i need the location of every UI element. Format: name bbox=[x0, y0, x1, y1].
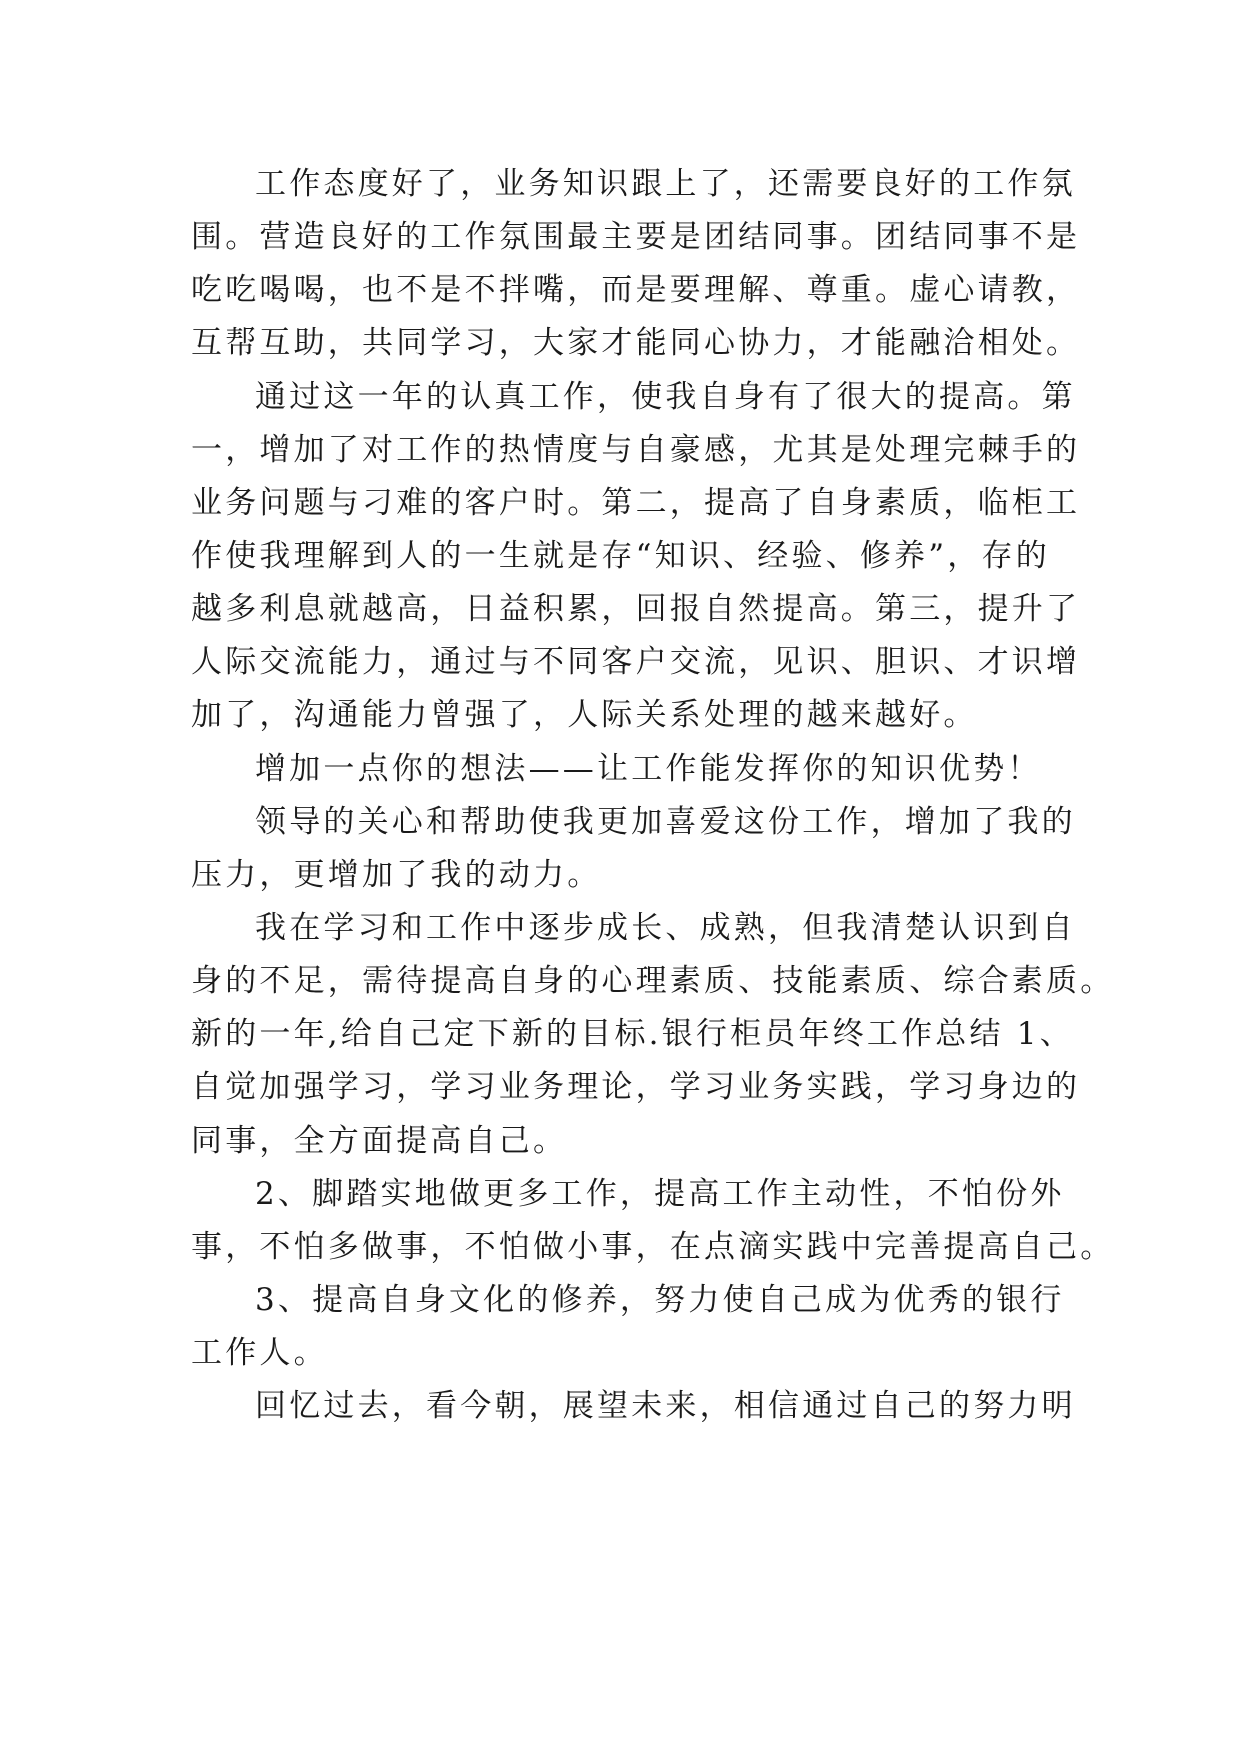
paragraph-line: 作使我理解到人的一生就是存“知识、经验、修养”，存的 bbox=[191, 538, 1050, 574]
paragraph-line: 自觉加强学习，学习业务理论，学习业务实践，学习身边的 bbox=[191, 1069, 1081, 1105]
paragraph-line: 人际交流能力，通过与不同客户交流，见识、胆识、才识增 bbox=[191, 644, 1081, 680]
paragraph-line: 一，增加了对工作的热情度与自豪感，尤其是处理完棘手的 bbox=[191, 432, 1081, 468]
paragraph-line: 吃吃喝喝，也不是不拌嘴，而是要理解、尊重。虚心请教， bbox=[191, 272, 1081, 308]
paragraph-line: 围。营造良好的工作氛围最主要是团结同事。团结同事不是 bbox=[191, 219, 1081, 255]
paragraph-line: 2、脚踏实地做更多工作，提高工作主动性，不怕份外 bbox=[255, 1176, 1065, 1212]
paragraph-line: 领导的关心和帮助使我更加喜爱这份工作，增加了我的 bbox=[255, 804, 1076, 840]
paragraph-line: 身的不足，需待提高自身的心理素质、技能素质、综合素质。 bbox=[191, 963, 1115, 999]
paragraph-line: 工作态度好了，业务知识跟上了，还需要良好的工作氛 bbox=[255, 166, 1076, 202]
paragraph-line: 3、提高自身文化的修养，努力使自己成为优秀的银行 bbox=[255, 1282, 1065, 1318]
paragraph-line: 事，不怕多做事，不怕做小事，在点滴实践中完善提高自己。 bbox=[191, 1229, 1115, 1265]
paragraph-line: 工作人。 bbox=[191, 1335, 328, 1371]
paragraph-line: 通过这一年的认真工作，使我自身有了很大的提高。第 bbox=[255, 379, 1076, 415]
paragraph-line: 越多利息就越高，日益积累，回报自然提高。第三，提升了 bbox=[191, 591, 1081, 627]
paragraph-line: 同事，全方面提高自己。 bbox=[191, 1123, 568, 1159]
paragraph-line: 加了，沟通能力曾强了，人际关系处理的越来越好。 bbox=[191, 697, 978, 733]
paragraph-line: 我在学习和工作中逐步成长、成熟，但我清楚认识到自 bbox=[255, 910, 1076, 946]
paragraph-line: 新的一年,给自己定下新的目标.银行柜员年终工作总结 1、 bbox=[191, 1016, 1074, 1052]
paragraph-line: 业务问题与刁难的客户时。第二，提高了自身素质，临柜工 bbox=[191, 485, 1081, 521]
paragraph-line: 压力，更增加了我的动力。 bbox=[191, 857, 602, 893]
paragraph-line: 回忆过去，看今朝，展望未来，相信通过自己的努力明 bbox=[255, 1388, 1076, 1424]
paragraph-line: 增加一点你的想法——让工作能发挥你的知识优势！ bbox=[255, 751, 1042, 787]
paragraph-line: 互帮互助，共同学习，大家才能同心协力，才能融洽相处。 bbox=[191, 325, 1081, 361]
